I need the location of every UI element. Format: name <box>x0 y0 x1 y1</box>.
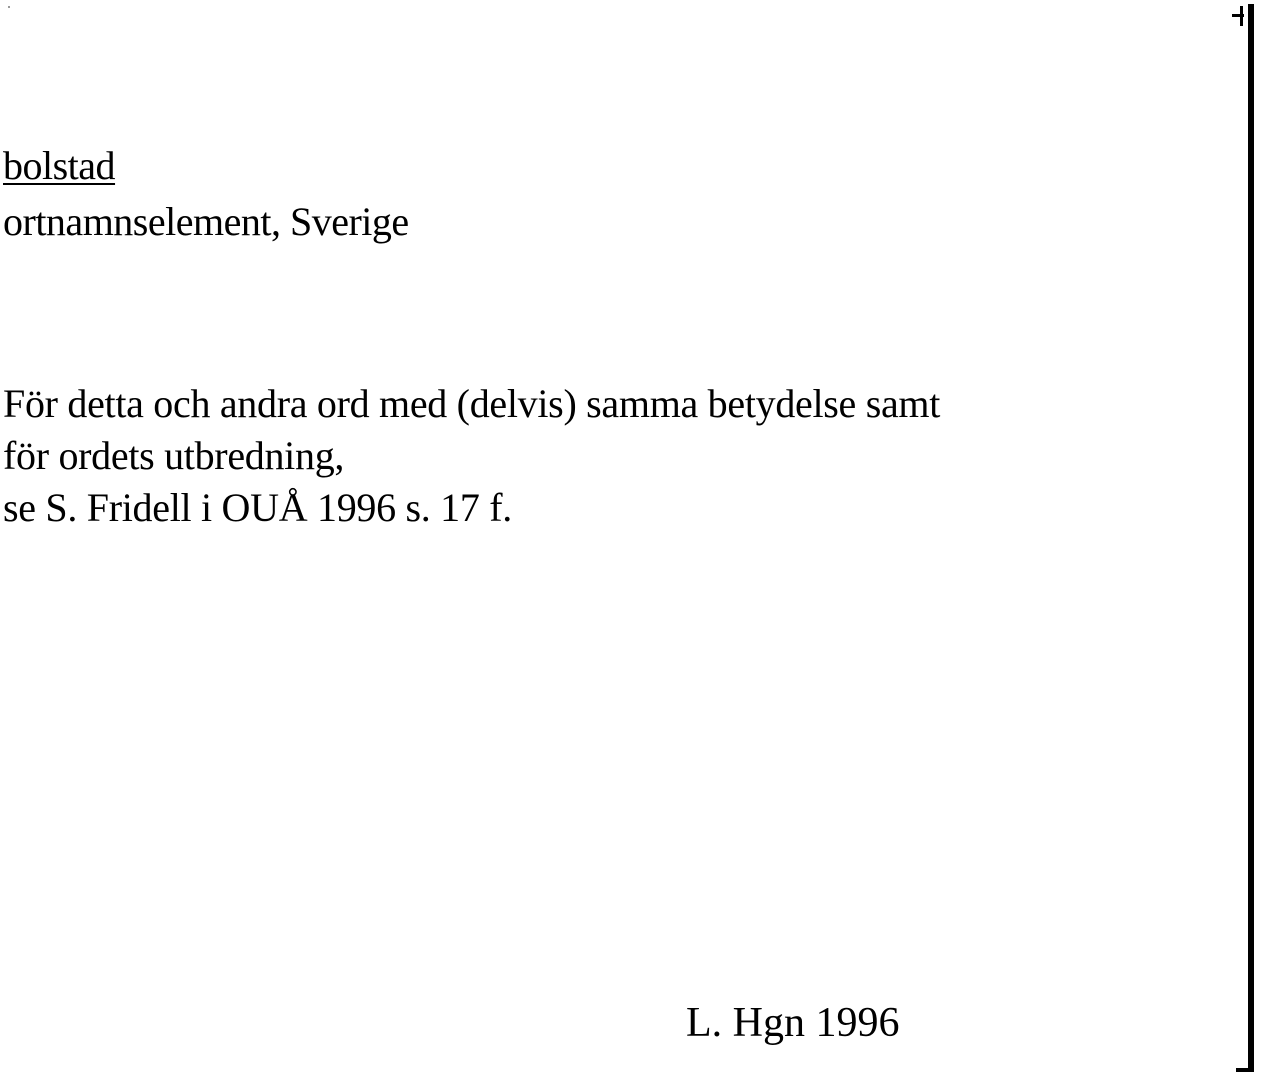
card-edge-mark <box>1232 14 1244 17</box>
card-right-edge <box>1248 4 1254 1072</box>
body-text <box>3 378 1203 534</box>
headword: bolstad <box>3 143 116 188</box>
category-line: ortnamnselement, Sverige <box>3 199 409 244</box>
signature: L. Hgn 1996 <box>686 1000 900 1046</box>
card-edge-mark <box>1236 1068 1254 1072</box>
body-line: För detta och andra ord med (delvis) samma betydelse samt <box>3 381 941 426</box>
scan-speck <box>8 6 10 8</box>
body-line: för ordets utbredning, <box>3 433 345 478</box>
body-line: se S. Fridell i OUÅ 1996 s. 17 f. <box>3 485 512 530</box>
